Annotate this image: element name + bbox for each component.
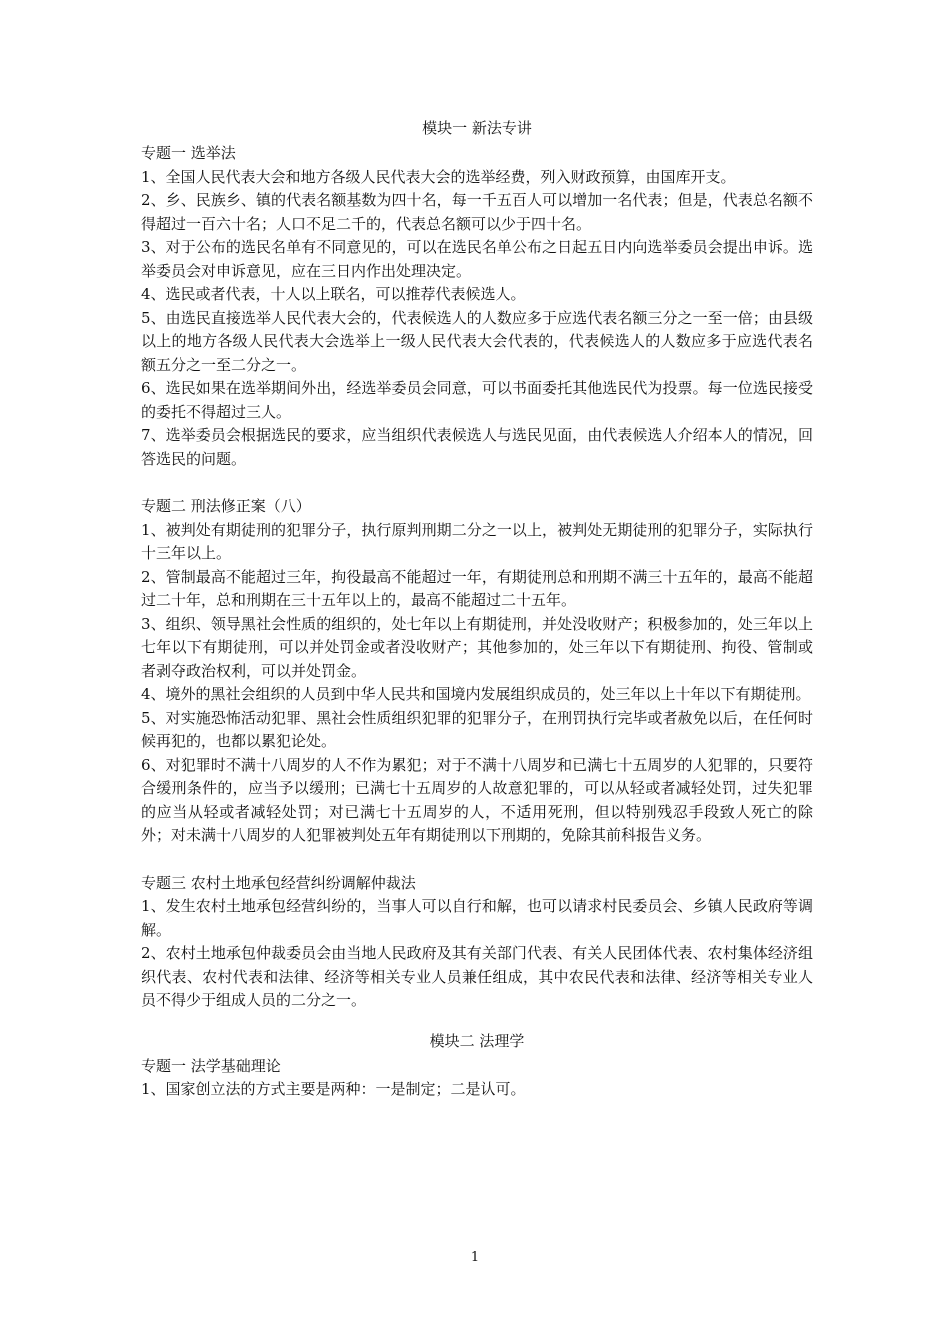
topic-1-2-title: 专题二 刑法修正案（八） <box>141 497 311 515</box>
paragraph-1-2-6: 6、对犯罪时不满十八周岁的人不作为累犯；对于不满十八周岁和已满七十五周岁的人犯罪的，只要符合缓刑条件的，应当予以缓刑；已满七十五周岁的人故意犯罪的，可以从轻或者减轻处罚，过失犯罪的应当从轻或者减轻处罚；对已满七十五周岁的人，不适用死刑，但以特别残忍手段致人死亡的除外；对未满十八周岁的人犯罪被判处五年有期徒刑以下刑期的，免除其前科报告义务。 <box>141 755 813 844</box>
paragraph-1-1-5: 5、由选民直接选举人民代表大会的，代表候选人的人数应多于应选代表名额三分之一至一倍；由县级以上的地方各级人民代表大会选举上一级人民代表大会代表的，代表候选人的人数应多于应选代表名额五分之一至二分之一。 <box>141 308 813 374</box>
topic-1-1-title: 专题一 选举法 <box>141 144 236 162</box>
module-1-title: 模块一 新法专讲 <box>422 119 532 137</box>
section-spacer <box>141 471 813 495</box>
paragraph-1-3-1: 1、发生农村土地承包经营纠纷的，当事人可以自行和解，也可以请求村民委员会、乡镇人民政府等调解。 <box>141 897 813 939</box>
paragraph-1-2-1: 1、被判处有期徒刑的犯罪分子，执行原判刑期二分之一以上，被判处无期徒刑的犯罪分子，实际执行十三年以上。 <box>141 520 813 562</box>
paragraph-1-2-5: 5、对实施恐怖活动犯罪、黑社会性质组织犯罪的犯罪分子，在刑罚执行完毕或者赦免以后，在任何时候再犯的，也都以累犯论处。 <box>141 708 813 750</box>
paragraph-1-1-6: 6、选民如果在选举期间外出，经选举委员会同意，可以书面委托其他选民代为投票。每一位选民接受的委托不得超过三人。 <box>141 379 813 421</box>
section-spacer <box>141 1013 813 1027</box>
topic-1-3-title: 专题三 农村土地承包经营纠纷调解仲裁法 <box>141 873 416 892</box>
paragraph-1-3-2: 2、农村土地承包仲裁委员会由当地人民政府及其有关部门代表、有关人民团体代表、农村集体经济组织代表、农村代表和法律、经济等相关专业人员兼任组成，其中农民代表和法律、经济等相关专业人员不得少于组成人员的二分之一。 <box>141 944 813 1009</box>
paragraph-1-2-3: 3、组织、领导黑社会性质的组织的，处七年以上有期徒刑，并处没收财产；积极参加的，处三年以上七年以下有期徒刑，可以并处罚金或者没收财产；其他参加的，处三年以下有期徒刑、拘役、管制或者剥夺政治权利，可以并处罚金。 <box>141 614 813 680</box>
topic-2-1-title: 专题一 法学基础理论 <box>141 1056 281 1075</box>
page-number: 1 <box>470 1250 480 1265</box>
paragraph-1-1-2: 2、乡、民族乡、镇的代表名额基数为四十名，每一千五百人可以增加一名代表；但是，代表总名额不得超过一百六十名；人口不足二千的，代表总名额可以少于四十名。 <box>141 191 813 233</box>
paragraph-1-2-4: 4、境外的黑社会组织的人员到中华人民共和国境内发展组织成员的，处三年以上十年以下有期徒刑。 <box>141 685 811 703</box>
section-spacer <box>141 848 813 872</box>
paragraph-2-1-1: 1、国家创立法的方式主要是两种：一是制定；二是认可。 <box>141 1080 526 1098</box>
paragraph-1-1-3: 3、对于公布的选民名单有不同意见的，可以在选民名单公布之日起五日内向选举委员会提出申诉。选举委员会对申诉意见，应在三日内作出处理决定。 <box>141 238 813 280</box>
module-2-title: 模块二 法理学 <box>429 1031 525 1050</box>
paragraph-1-1-1: 1、全国人民代表大会和地方各级人民代表大会的选举经费，列入财政预算，由国库开支。 <box>141 167 736 186</box>
paragraph-1-1-4: 4、选民或者代表，十人以上联名，可以推荐代表候选人。 <box>141 285 526 303</box>
document-page <box>141 114 813 1102</box>
paragraph-1-2-2: 2、管制最高不能超过三年，拘役最高不能超过一年，有期徒刑总和刑期不满三十五年的，最高不能超过二十年，总和刑期在三十五年以上的，最高不能超过二十五年。 <box>141 567 813 609</box>
paragraph-1-1-7: 7、选举委员会根据选民的要求，应当组织代表候选人与选民见面，由代表候选人介绍本人的情况，回答选民的问题。 <box>141 426 813 468</box>
